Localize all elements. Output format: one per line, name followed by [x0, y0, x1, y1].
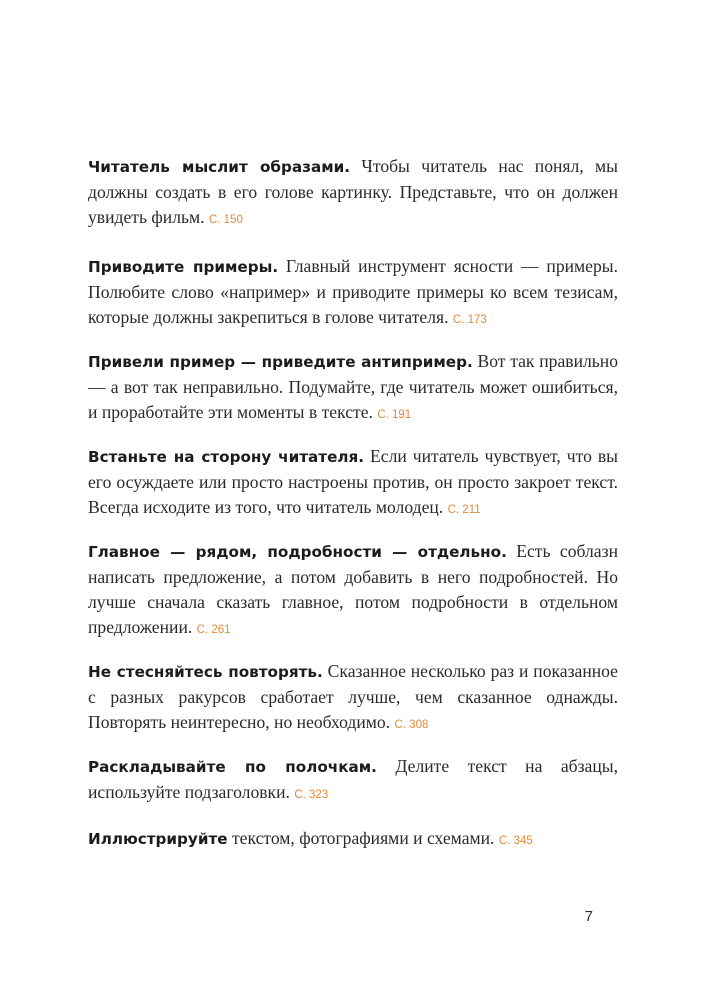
- entry-text: Сказанное несколько раз и показанное с разных ракурсов сработает лучше, чем сказанное однажды. Повторять неинтересно, но необходимо.: [88, 661, 618, 732]
- page-reference: С. 345: [498, 835, 533, 847]
- entry-heading: Иллюстрируйте: [88, 830, 228, 848]
- page-reference: С. 308: [394, 719, 429, 731]
- page-reference: С. 173: [452, 314, 487, 326]
- entry-give-examples: [88, 254, 618, 333]
- entry-text: Вот так правильно — а вот так неправильно. Подумайте, где читатель может ошибиться, и проработайте эти моменты в тексте.: [88, 351, 618, 422]
- entry-heading: Приводите примеры.: [88, 258, 279, 276]
- entry-repeat: [88, 659, 618, 738]
- entry-heading: Встаньте на сторону читателя.: [88, 448, 365, 466]
- entry-reader-thinks-in-images: [88, 154, 618, 233]
- entry-heading: Не стесняйтесь повторять.: [88, 663, 323, 681]
- entry-heading: Читатель мыслит образами.: [88, 158, 351, 176]
- entry-text: Чтобы читатель нас понял, мы должны создать в его голове картинку. Представьте, что он должен увидеть фильм.: [88, 156, 618, 227]
- entry-main-first: [88, 539, 618, 643]
- entry-text: Если читатель чувствует, что вы его осуждаете или просто настроены против, он просто закроет текст. Всегда исходите из того, что читатель молодец.: [88, 446, 618, 517]
- entry-reader-side: [88, 444, 618, 523]
- page-reference: С. 261: [196, 624, 231, 636]
- page-reference: С. 150: [208, 214, 243, 226]
- page-reference: С. 191: [377, 409, 412, 421]
- entry-heading: Главное — рядом, подробности — отдельно.: [88, 543, 507, 561]
- entry-text: текстом, фотографиями и схемами.: [231, 828, 495, 848]
- entry-text: Есть соблазн написать предложение, а потом добавить в него подробностей. Но лучше сначала сказать главное, потом подробности в отдельном предложении.: [88, 541, 618, 637]
- page-reference: С. 323: [294, 789, 329, 801]
- page-number: 7: [584, 908, 593, 925]
- entry-heading: Раскладывайте по полочкам.: [88, 758, 377, 776]
- entry-sort-out: [88, 754, 618, 808]
- entry-heading: Привели пример — приведите антипример.: [88, 353, 473, 371]
- entry-illustrate: [88, 826, 618, 854]
- page-reference: С. 211: [447, 504, 481, 516]
- entry-text: Делите текст на абзацы, используйте подзаголовки.: [88, 756, 618, 802]
- entry-text: Главный инструмент ясности — примеры. Полюбите слово «например» и приводите примеры ко всем тезисам, которые должны закрепиться в голове читателя.: [88, 256, 618, 327]
- entry-give-counterexample: [88, 349, 618, 428]
